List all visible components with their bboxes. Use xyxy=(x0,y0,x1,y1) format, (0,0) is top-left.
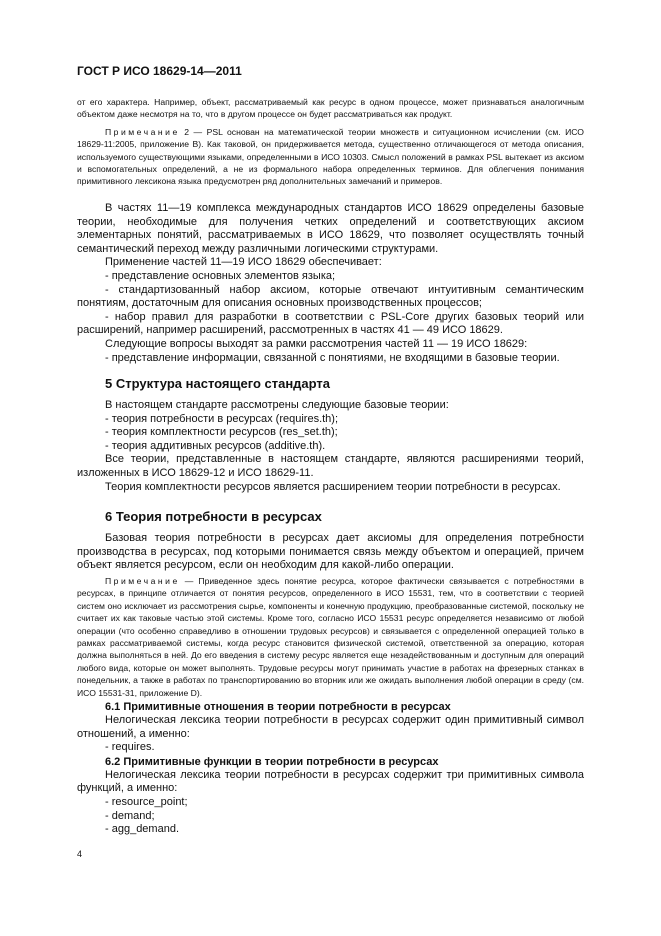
subsection-heading: 6.1 Примитивные отношения в теории потребности в ресурсах xyxy=(105,701,451,713)
list-item: - представление основных элементов языка; xyxy=(105,269,336,282)
page-number: 4 xyxy=(77,849,83,859)
scope-block xyxy=(77,202,584,365)
section-6 xyxy=(77,509,584,573)
note-text: 2 — PSL основан на математической теории множеств и ситуационном исчислении (см. ИСО 18629-11:2005, приложение В). Как таковой, он придерживается метода, существенно отличающегося от метода описания, используемого существующими языками, определенными в ИСО 10303. Смысл положений в рамках PSL вытекает из аксиом и вспомогательных определений, а не из формального набора определенных терминов. Для облегчения понимания примитивного лексикона языка предусмотрен ряд дополнительных замечаний и примеров. xyxy=(77,126,584,187)
section-heading: 6 Теория потребности в ресурсах xyxy=(105,509,322,524)
paragraph: В настоящем стандарте рассмотрены следующие базовые теории: xyxy=(105,399,449,411)
paragraph: Все теории, представленные в настоящем стандарте, являются расширениями теорий, изложенных в ИСО 18629-12 и ИСО 18629-11. xyxy=(77,453,584,479)
paragraph: Базовая теория потребности в ресурсах дает аксиомы для определения потребности производства в ресурсах, под которыми понимается связь между объектом и операцией, причем объект является ресурсом, если он необходим для какой-либо операции. xyxy=(77,532,584,572)
list-item: - стандартизованный набор аксиом, которые отвечают интуитивным семантическим понятиям, достаточным для описания основных производственных процессов; xyxy=(77,283,584,310)
list-item: - теория аддитивных ресурсов (additive.th). xyxy=(105,439,326,452)
paragraph: Теория комплектности ресурсов является расширением теории потребности в ресурсах. xyxy=(105,480,561,493)
paragraph: Следующие вопросы выходят за рамки рассмотрения частей 11 — 19 ИСО 18629: xyxy=(105,337,528,350)
list-item: - resource_point; xyxy=(105,795,188,808)
paragraph: Нелогическая лексика теории потребности в ресурсах содержит три примитивных символа функций, а именно: xyxy=(77,768,584,795)
list-item: - requires. xyxy=(105,741,155,754)
intro-paragraph: от его характера. Например, объект, рассматриваемый как ресурс в одном процессе, может признаваться аналогичным объектом даже несмотря на то, что в другом процессе он будет рассматриваться как продукт. xyxy=(77,97,584,120)
list-item: - представление информации, связанной с понятиями, не входящими в базовые теории. xyxy=(105,351,560,364)
list-item: - теория комплектности ресурсов (res_set.th); xyxy=(105,426,338,439)
subsection-heading: 6.2 Примитивные функции в теории потребности в ресурсах xyxy=(105,755,439,768)
list-item: - agg_demand. xyxy=(105,823,179,836)
paragraph: В частях 11—19 комплекса международных стандартов ИСО 18629 определены базовые теории, необходимые для получения четких определений и соответствующих аксиом элементарных понятий, рассматриваемых в ИСО 18629, что позволяет осуществлять точный семантический переход между различными логическими структурами. xyxy=(77,202,584,255)
subsections xyxy=(77,700,584,837)
paragraph: Применение частей 11—19 ИСО 18629 обеспечивает: xyxy=(105,256,382,269)
note-label: Примечание xyxy=(105,576,180,586)
document-header: ГОСТ Р ИСО 18629-14—2011 xyxy=(77,64,242,78)
intro-block xyxy=(77,96,584,188)
section-5 xyxy=(77,376,584,494)
section-6-note xyxy=(77,575,584,699)
paragraph: Нелогическая лексика теории потребности в ресурсах содержит один примитивный символ отношений, а именно: xyxy=(77,714,584,740)
note-label: Примечание xyxy=(105,126,180,137)
note-text: — Приведенное здесь понятие ресурса, которое фактически связывается с потребностями в ресурсах, в принципе отличается от понятия ресурсов, определенного в ИСО 15531, тем, что в соответствии с теорией систем оно исключает из рассмотрения сырье, компоненты и конечную продукцию, преобразованные системой, поскольку не считает их как таковые частью этой системы. Кроме того, согласно ИСО 15531 ресурс определяется независимо от любой операции (что особенно справедливо в отношении трудовых ресурсов) и связывается с определенной операцией только в рамках рассматриваемой системы, когда ресурс становится физической системой, ответственной за операцию, которая должна выполняться в ней. До его введения в систему ресурс является еще незадействованным и доступным для операций любого вида, которые он может выполнять. Трудовые ресурсы могут принимать участие в работах на фрезерных станках в понедельник, а также в работах по транспортированию во вторник или же ожидать выполнения любой операции в среду (см. ИСО 15531-31, приложение D). xyxy=(77,576,584,698)
list-item: - набор правил для разработки в соответствии с PSL-Core других базовых теорий или расширений, например расширений, рассмотренных в частях 41 — 49 ИСО 18629. xyxy=(77,310,584,337)
list-item: - demand; xyxy=(105,809,155,822)
list-item: - теория потребности в ресурсах (requires.th); xyxy=(105,412,339,425)
note-2 xyxy=(77,126,584,188)
section-heading: 5 Структура настоящего стандарта xyxy=(105,376,331,391)
